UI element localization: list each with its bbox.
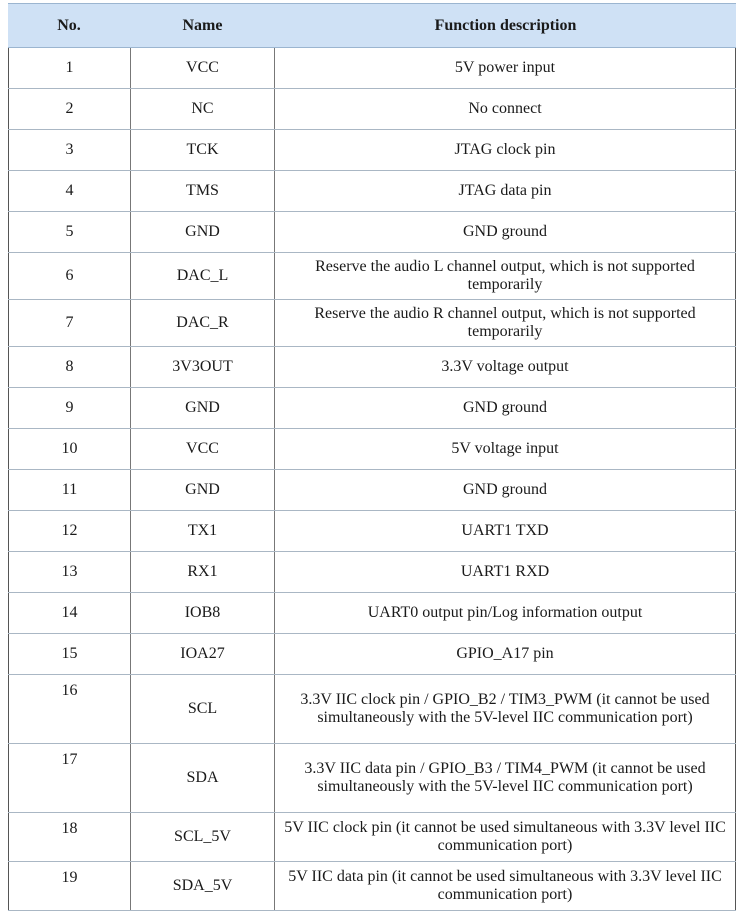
pin-name: DAC_L [130,253,275,299]
pin-function: Reserve the audio R channel output, which is not supported temporarily [275,300,736,346]
pin-function: GND ground [275,212,736,252]
table-row [8,470,736,511]
table-row [8,675,736,744]
pin-number: 8 [8,347,130,387]
pin-name: VCC [130,48,275,88]
pin-function: GPIO_A17 pin [275,634,736,674]
header-name: Name [182,16,223,34]
header-no: No. [57,16,81,34]
pin-name: 3V3OUT [130,347,275,387]
table-row [8,89,736,130]
pin-number: 5 [8,212,130,252]
table-row [8,552,736,593]
pin-number: 15 [8,634,130,674]
pin-number: 16 [8,675,130,743]
pin-function: 3.3V IIC clock pin / GPIO_B2 / TIM3_PWM (it cannot be used simultaneously with the 5V-level IIC communication port) [275,675,736,743]
pin-function: UART0 output pin/Log information output [275,593,736,633]
table-header [8,3,736,48]
pin-function: 5V voltage input [275,429,736,469]
table-row [8,388,736,429]
pin-name: NC [130,89,275,129]
table-row [8,862,736,911]
pin-name: SDA [130,744,275,812]
pin-number: 6 [8,253,130,299]
pin-name: TCK [130,130,275,170]
pin-number: 12 [8,511,130,551]
pin-name: SDA_5V [130,862,275,910]
pin-function: 5V power input [275,48,736,88]
pin-number: 4 [8,171,130,211]
pin-function: UART1 TXD [275,511,736,551]
pin-name: TMS [130,171,275,211]
pin-number: 18 [8,813,130,861]
pin-name: GND [130,388,275,428]
pin-name: SCL [130,675,275,743]
pin-name: VCC [130,429,275,469]
pin-number: 13 [8,552,130,592]
pin-function: JTAG clock pin [275,130,736,170]
table-body [8,48,736,911]
table-row [8,48,736,89]
pin-name: IOB8 [130,593,275,633]
pin-function: GND ground [275,470,736,510]
table-row [8,347,736,388]
pin-function-table [8,3,736,911]
pin-number: 9 [8,388,130,428]
table-row [8,744,736,813]
pin-name: GND [130,470,275,510]
pin-function: GND ground [275,388,736,428]
table-row [8,634,736,675]
pin-function: Reserve the audio L channel output, which is not supported temporarily [275,253,736,299]
pin-function: 3.3V voltage output [275,347,736,387]
pin-name: TX1 [130,511,275,551]
table-row [8,511,736,552]
header-function-description: Function description [434,16,577,34]
pin-function: 5V IIC clock pin (it cannot be used simultaneous with 3.3V level IIC communication port) [275,813,736,861]
table-row [8,300,736,347]
pin-name: SCL_5V [130,813,275,861]
pin-name: GND [130,212,275,252]
table-row [8,130,736,171]
pin-function: JTAG data pin [275,171,736,211]
table-row [8,593,736,634]
pin-number: 10 [8,429,130,469]
pin-number: 2 [8,89,130,129]
pin-number: 3 [8,130,130,170]
pin-name: DAC_R [130,300,275,346]
table-row [8,429,736,470]
pin-function: No connect [275,89,736,129]
pin-number: 17 [8,744,130,812]
pin-number: 11 [8,470,130,510]
pin-name: IOA27 [130,634,275,674]
pin-number: 14 [8,593,130,633]
pin-function: 5V IIC data pin (it cannot be used simultaneous with 3.3V level IIC communication port) [275,862,736,910]
table-row [8,171,736,212]
pin-number: 19 [8,862,130,910]
pin-function: 3.3V IIC data pin / GPIO_B3 / TIM4_PWM (it cannot be used simultaneously with the 5V-level IIC communication port) [275,744,736,812]
pin-number: 7 [8,300,130,346]
pin-name: RX1 [130,552,275,592]
table-row [8,253,736,300]
pin-number: 1 [8,48,130,88]
table-row [8,212,736,253]
table-row [8,813,736,862]
pin-function: UART1 RXD [275,552,736,592]
